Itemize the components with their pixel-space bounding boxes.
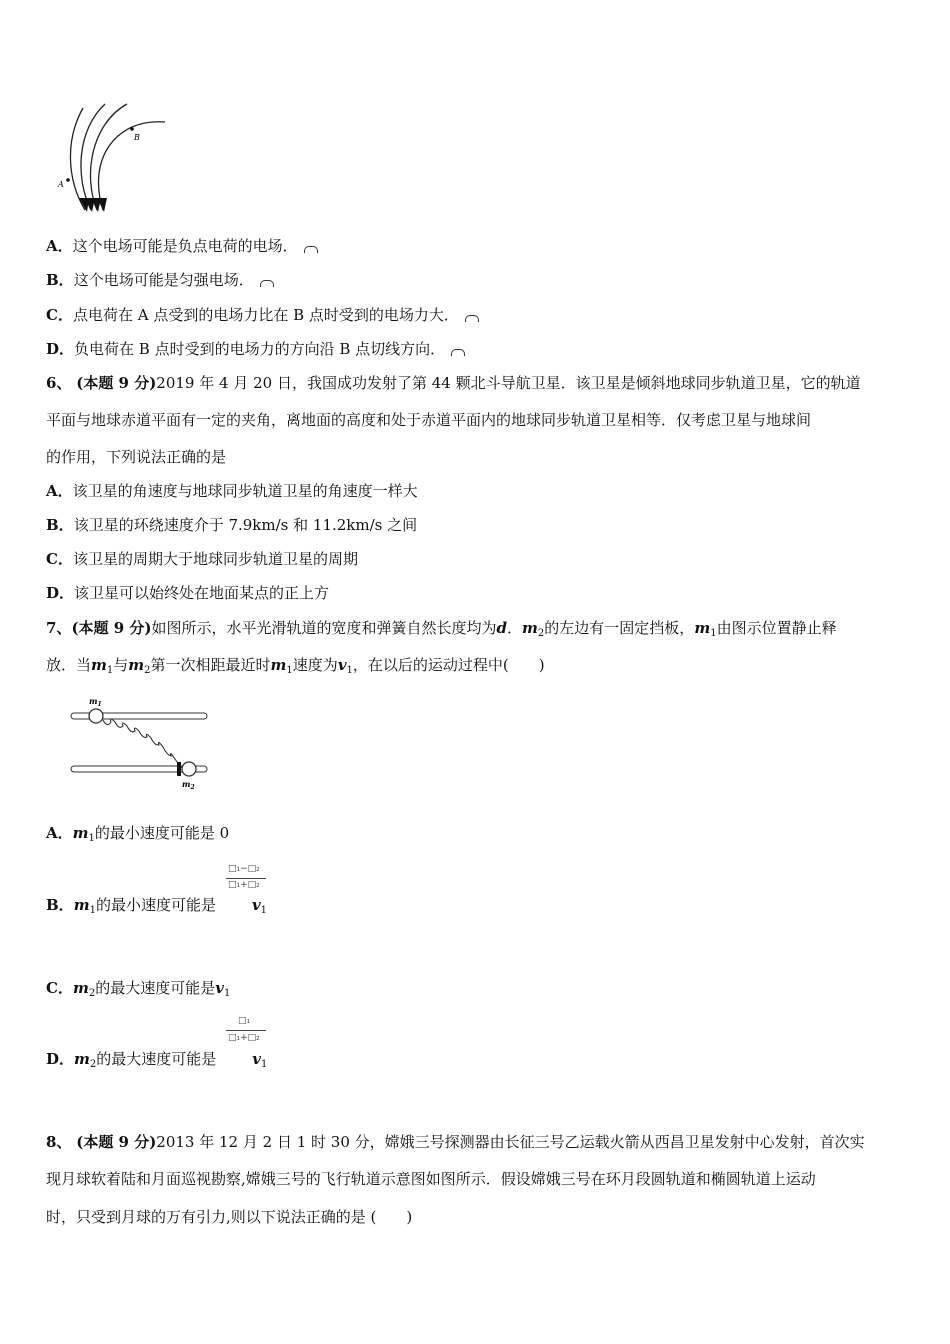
point-b (130, 127, 134, 131)
q6-option-d: D．该卫星可以始终处在地面某点的正上方 (46, 584, 330, 602)
q7-option-b-fraction-bar (226, 878, 266, 879)
q7-stem-line-1: 7、(本题 9 分)如图所示，水平光滑轨道的宽度和弹簧自然长度均为d．$m_2$的左边有一固定挡板，$m_1$由图示位置静止释 (46, 619, 837, 639)
q8-stem-line-1: 8、 (本题 9 分)2013 年 12 月 2 日 1 时 30 分，嫦娥三号探测器由长征三号乙运载火箭从西昌卫星发射中心发射，首次实 (46, 1133, 865, 1151)
ball-m2 (182, 762, 196, 776)
q6-option-a: A．该卫星的角速度与地球同步轨道卫星的角速度一样大 (46, 482, 418, 500)
q7-option-b: B．$m_1$的最小速度可能是 $v_1$ (46, 896, 268, 916)
q7-option-b-fraction-numerator: □₁−□₂ (228, 864, 260, 874)
field-line (70, 108, 85, 210)
q8-stem-line-2: 现月球软着陆和月面巡视勘察,嫦娥三号的飞行轨道示意图如图所示．假设嫦娥三号在环月段圆轨道和椭圆轨道上运动 (46, 1170, 816, 1188)
field-line (81, 104, 105, 210)
q7-stem-line-2: 放．当$m_1$与$m_2$第一次相距最近时$m_1$速度为$v_1$，在以后的运动过程中( ) (46, 656, 545, 676)
q7-option-b-fraction-denominator: □₁+□₂ (228, 880, 260, 890)
q7-option-a: A．$m_1$的最小速度可能是 0 (46, 824, 230, 844)
q6-stem-line-1: 6、 (本题 9 分)2019 年 4 月 20 日，我国成功发射了第 44 颗北斗导航卫星．该卫星是倾斜地球同步轨道卫星，它的轨道 (46, 374, 861, 392)
label-m2: $m_2$ (182, 779, 195, 791)
q6-option-b: B．该卫星的环绕速度介于 7.9km/s 和 11.2km/s 之间 (46, 516, 418, 534)
q8-stem-line-3: 时，只受到月球的万有引力,则以下说法正确的是 ( ) (46, 1208, 413, 1226)
q7-option-c: C．$m_2$的最大速度可能是$v_1$ (46, 979, 231, 999)
rail-spring-figure (65, 692, 215, 792)
label-a: A (58, 180, 64, 189)
spring (103, 719, 183, 769)
q7-option-d-fraction-numerator: □₁ (238, 1016, 251, 1026)
stop-plate (177, 762, 181, 776)
q6-option-c: C．该卫星的周期大于地球同步轨道卫星的周期 (46, 550, 358, 568)
label-m1: $m_1$ (89, 696, 102, 708)
ball-m1 (89, 709, 103, 723)
q7-option-d-fraction-bar (226, 1030, 266, 1031)
electric-field-figure (55, 100, 175, 220)
q6-stem-line-2: 平面与地球赤道平面有一定的夹角，离地面的高度和处于赤道平面内的地球同步轨道卫星相等．仅考虑卫星与地球间 (46, 411, 812, 429)
label-b: B (134, 133, 140, 142)
q6-stem-line-3: 的作用，下列说法正确的是 (46, 448, 227, 466)
q5-option-d: D．负电荷在 B 点时受到的电场力的方向沿 B 点切线方向． (46, 339, 465, 359)
q7-option-d: D．$m_2$的最大速度可能是 $v_1$ (46, 1050, 268, 1070)
q5-option-c: C．点电荷在 A 点受到的电场力比在 B 点时受到的电场力大． (46, 305, 479, 325)
field-line (90, 104, 127, 210)
q5-option-a: A．这个电场可能是负点电荷的电场． (46, 236, 318, 256)
q7-option-d-fraction-denominator: □₁+□₂ (228, 1033, 260, 1043)
field-line (98, 122, 165, 210)
point-a (66, 178, 70, 182)
q5-option-b: B．这个电场可能是匀强电场． (46, 270, 274, 290)
